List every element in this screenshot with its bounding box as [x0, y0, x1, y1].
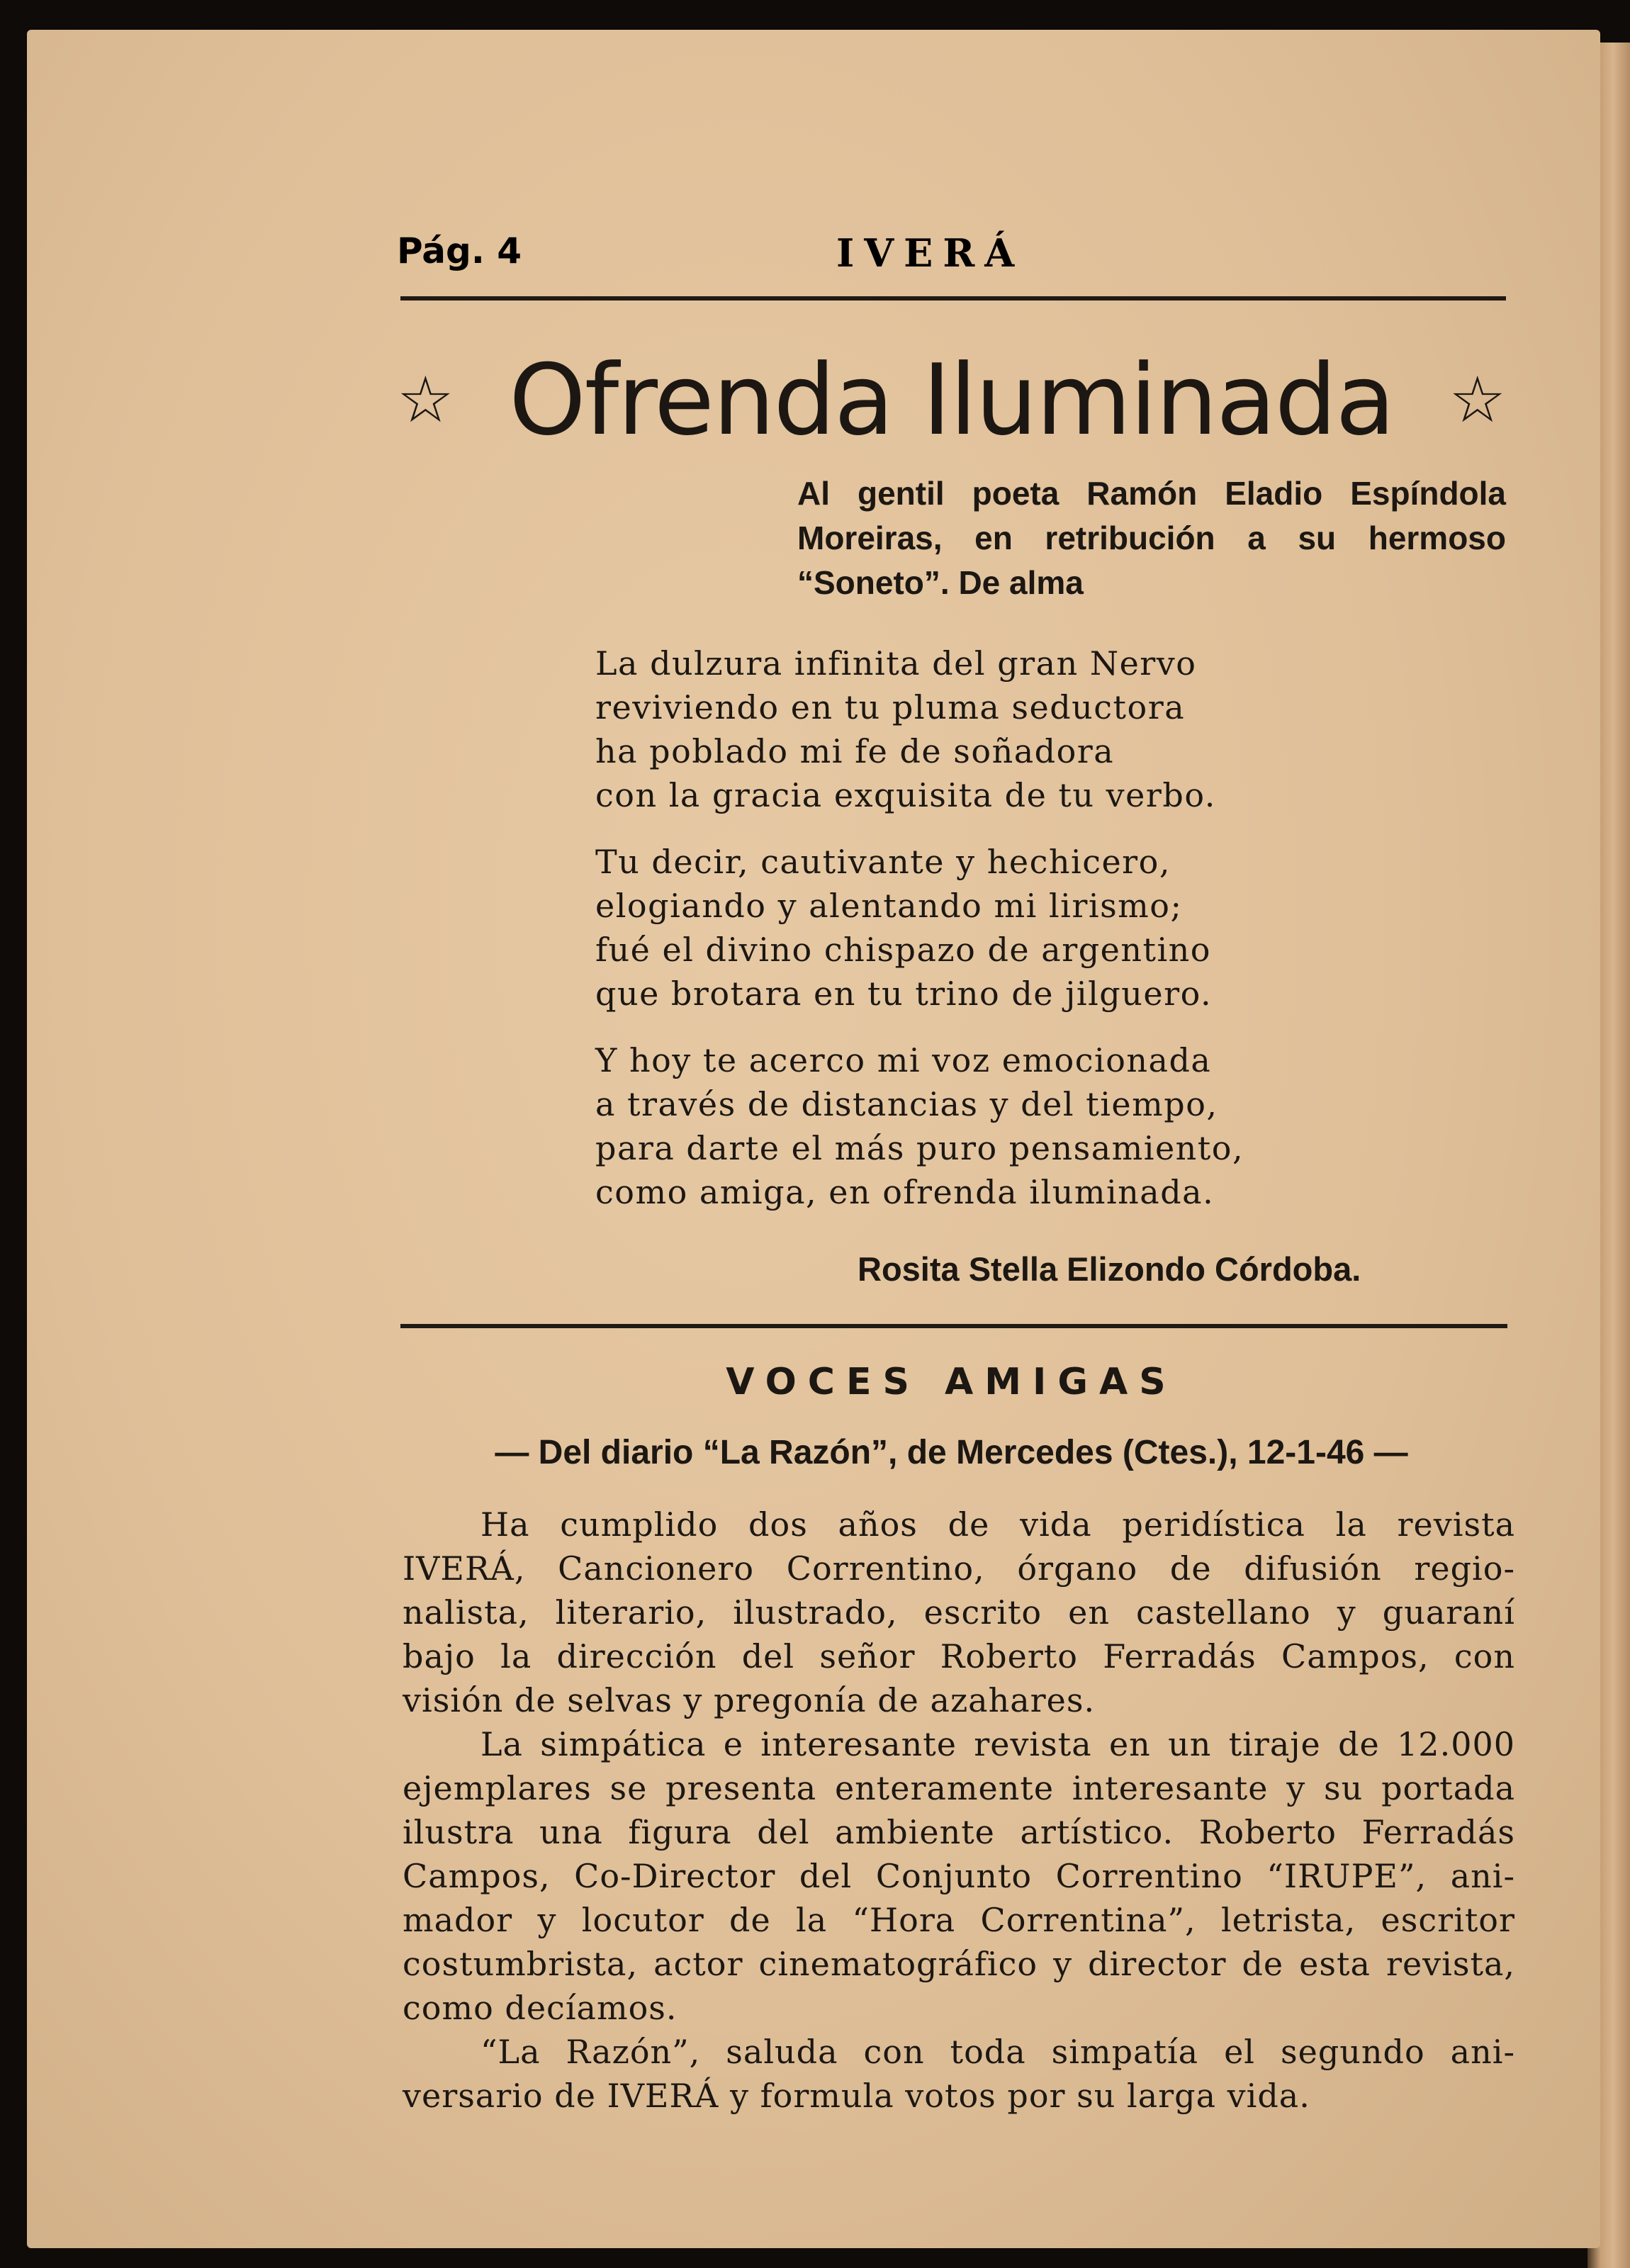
article-line: IVERÁ, Cancionero Correntino, órgano de difusión regio-: [403, 1549, 1515, 1588]
verse-line: como amiga, en ofrenda iluminada.: [595, 1173, 1215, 1211]
stanza: [595, 840, 1446, 1016]
verse-line: ha poblado mi fe de soñadora: [595, 732, 1115, 770]
journal-name: IVERÁ: [836, 230, 1025, 276]
poem-title: Ofrenda Iluminada: [509, 343, 1394, 457]
header-rule: [400, 296, 1506, 301]
article-line: Ha cumplido dos años de vida peridística la revista: [480, 1505, 1515, 1544]
verse-line: elogiando y alentando mi lirismo;: [595, 887, 1183, 925]
article-body: [403, 1503, 1515, 2118]
article-line: Campos, Co-Director del Conjunto Correntino “IRUPE”, ani-: [403, 1857, 1515, 1895]
stanza: [595, 641, 1446, 817]
section-rule: [400, 1324, 1507, 1328]
article-line: ilustra una figura del ambiente artístico. Roberto Ferradás: [403, 1813, 1515, 1851]
article-line: visión de selvas y pregonía de azahares.: [403, 1681, 1096, 1719]
article-line: mador y locutor de la “Hora Correntina”, letrista, escritor: [403, 1901, 1515, 1939]
verse-line: para darte el más puro pensamiento,: [595, 1129, 1244, 1167]
verse-line: La dulzura infinita del gran Nervo: [595, 644, 1197, 683]
article-line: bajo la dirección del señor Roberto Ferradás Campos, con: [403, 1637, 1515, 1675]
article-line: como decíamos.: [403, 1989, 678, 2027]
poem-body: [595, 641, 1446, 1237]
stanza: [595, 1038, 1446, 1214]
dedication: Al gentil poeta Ramón Eladio Espíndola Moreiras, en retribución a su hermoso “Soneto”. De alma: [797, 475, 1506, 601]
article-line: costumbrista, actor cinematográfico y director de esta revista,: [403, 1945, 1515, 1983]
star-icon: ☆: [1449, 363, 1506, 437]
article-line: “La Razón”, saluda con toda simpatía el segundo ani-: [480, 2033, 1515, 2071]
article-source: — Del diario “La Razón”, de Mercedes (Ctes.), 12-1-46 —: [495, 1434, 1408, 1471]
page-number: Pág. 4: [397, 230, 522, 271]
verse-line: fué el divino chispazo de argentino: [595, 931, 1211, 969]
verse-line: que brotara en tu trino de jilguero.: [595, 975, 1213, 1013]
verse-line: Y hoy te acerco mi voz emocionada: [595, 1041, 1212, 1079]
article-line: La simpática e interesante revista en un tiraje de 12.000: [480, 1725, 1515, 1763]
verse-line: con la gracia exquisita de tu verbo.: [595, 776, 1216, 814]
page-header: [397, 230, 1506, 280]
article-line: nalista, literario, ilustrado, escrito en castellano y guaraní: [403, 1593, 1515, 1632]
verse-line: a través de distancias y del tiempo,: [595, 1085, 1218, 1123]
verse-line: Tu decir, cautivante y hechicero,: [595, 843, 1171, 881]
section-title: VOCES AMIGAS: [726, 1361, 1177, 1403]
poem-title-block: [397, 343, 1506, 457]
poem-author: Rosita Stella Elizondo Córdoba.: [858, 1250, 1361, 1288]
article-line: versario de IVERÁ y formula votos por su larga vida.: [403, 2077, 1310, 2115]
star-icon: ☆: [397, 363, 454, 437]
verse-line: reviviendo en tu pluma seductora: [595, 688, 1186, 726]
article-line: ejemplares se presenta enteramente interesante y su portada: [403, 1769, 1515, 1807]
